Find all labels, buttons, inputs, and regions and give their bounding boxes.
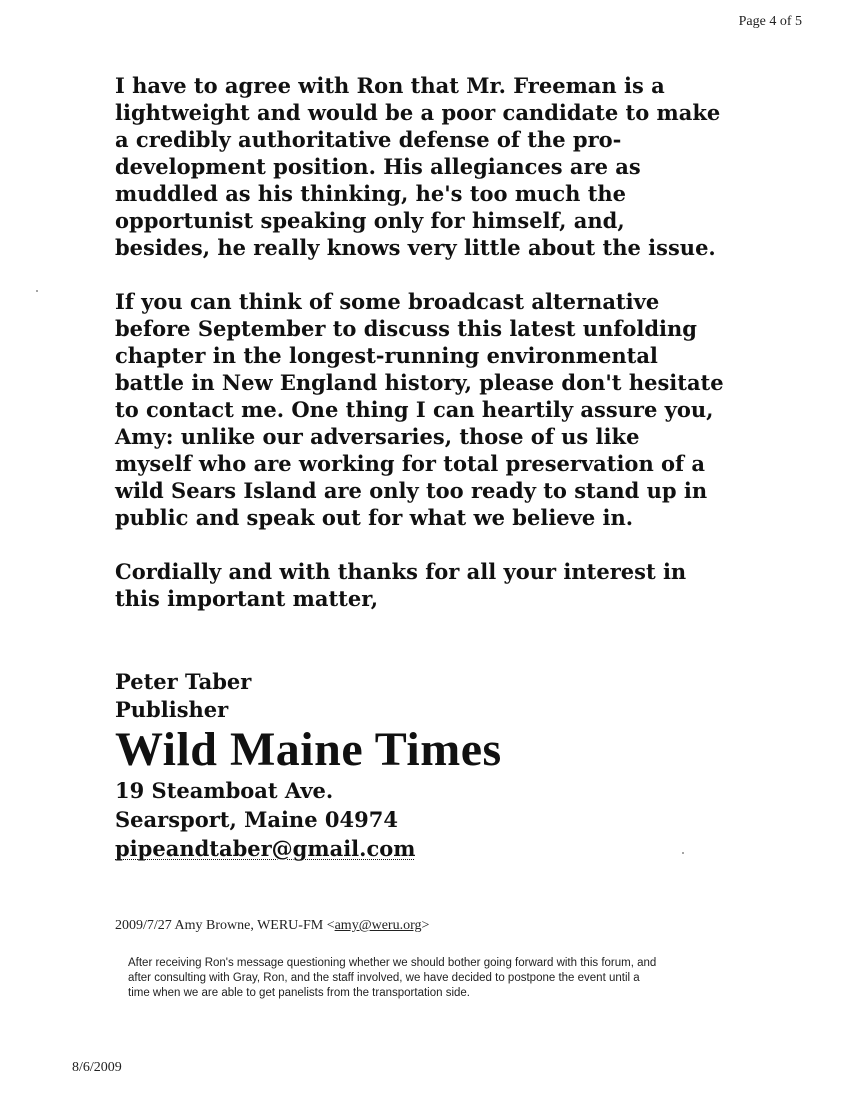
letter-line: If you can think of some broadcast alternative xyxy=(115,289,660,314)
letter-line: lightweight and would be a poor candidate to make xyxy=(115,100,721,125)
letter-line: a credibly authoritative defense of the pro- xyxy=(115,127,622,152)
letter-paragraph-2 xyxy=(115,288,815,531)
letter-line: this important matter, xyxy=(115,586,379,611)
letter-line: muddled as his thinking, he's too much the xyxy=(115,181,627,206)
quoted-message-body xyxy=(128,956,778,1001)
signer-title: Publisher xyxy=(115,697,229,722)
letter-line: Cordially and with thanks for all your interest in xyxy=(115,559,687,584)
letter-line: Amy: unlike our adversaries, those of us like xyxy=(115,424,640,449)
address-line-1: 19 Steamboat Ave. xyxy=(115,778,334,803)
letter-line: besides, he really knows very little about the issue. xyxy=(115,235,716,260)
letter-paragraph-1 xyxy=(115,72,815,261)
quoted-sender-email-link[interactable]: amy@weru.org xyxy=(334,918,422,933)
quoted-header-suffix: > xyxy=(421,918,430,933)
letter-line: chapter in the longest-running environmental xyxy=(115,343,658,368)
letter-body xyxy=(115,72,815,639)
quoted-line: after consulting with Gray, Ron, and the staff involved, we have decided to postpone the event until a xyxy=(128,972,640,984)
quoted-line: time when we are able to get panelists from the transportation side. xyxy=(128,987,470,999)
quoted-message-header xyxy=(115,918,429,934)
scan-speck xyxy=(36,290,38,292)
letter-closing xyxy=(115,558,815,612)
signer-email-link[interactable]: pipeandtaber@gmail.com xyxy=(115,836,416,861)
letter-line: I have to agree with Ron that Mr. Freeman is a xyxy=(115,73,665,98)
letter-line: to contact me. One thing I can heartily assure you, xyxy=(115,397,714,422)
letter-line: before September to discuss this latest unfolding xyxy=(115,316,697,341)
signer-name: Peter Taber xyxy=(115,669,252,694)
page-number: Page 4 of 5 xyxy=(738,14,802,29)
letter-line: myself who are working for total preservation of a xyxy=(115,451,705,476)
letter-line: opportunist speaking only for himself, and, xyxy=(115,208,625,233)
letter-line: development position. His allegiances are as xyxy=(115,154,641,179)
print-date: 8/6/2009 xyxy=(72,1060,122,1075)
quoted-line: After receiving Ron's message questioning whether we should bother going forward with this forum, and xyxy=(128,957,657,969)
letter-line: battle in New England history, please don't hesitate xyxy=(115,370,724,395)
signature-block xyxy=(115,668,502,863)
letter-line: public and speak out for what we believe in. xyxy=(115,505,634,530)
publication-name: Wild Maine Times xyxy=(115,723,502,776)
address-line-2: Searsport, Maine 04974 xyxy=(115,807,398,832)
scan-speck xyxy=(682,852,684,854)
letter-line: wild Sears Island are only too ready to stand up in xyxy=(115,478,708,503)
quoted-header-prefix: 2009/7/27 Amy Browne, WERU-FM < xyxy=(115,918,335,933)
